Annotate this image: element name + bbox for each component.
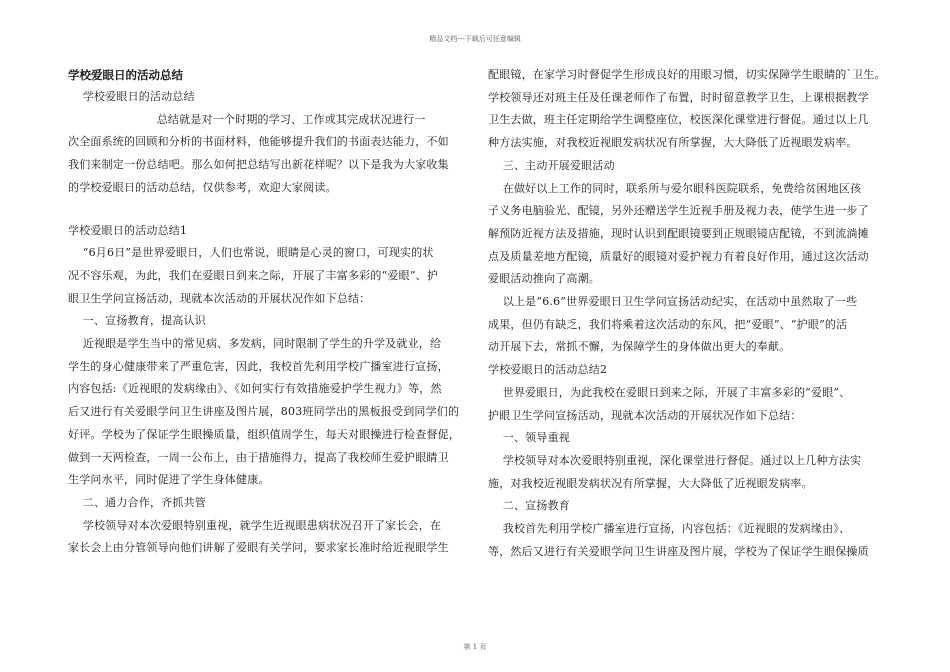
left-body [68, 86, 468, 560]
page-number: 第 1 页 [463, 643, 487, 651]
page-header: 精品文档---下载后可任意编辑 [429, 35, 521, 43]
left-text-line: 一、宣扬教育，提高认识 [68, 314, 206, 328]
document-title: 学校爱眼日的活动总结 [68, 68, 183, 82]
left-text-line: 生学问水平，同时促进了学生身体健康。 [68, 473, 270, 487]
right-body [488, 64, 886, 563]
left-text-line: 次全面系统的回顾和分析的书面材料，他能够提升我们的书面表达能力，不如 [68, 135, 449, 149]
right-text-line: 学校领导对本次爱眼特别重视，深化课堂进行督促。通过以上几种方法实 [488, 453, 862, 467]
right-text-line: 学校领导还对班主任及任课老师作了布置，时时留意教学卫生，上课根据教学 [488, 90, 869, 104]
right-text-line: 世界爱眼日，为此我校在爱眼日到来之际，开展了丰富多彩的“爱眼”、 [488, 385, 851, 399]
right-text-line: 在做好以上工作的同时，联系所与爱尔眼科医院联系，免费给贫困地区孩 [488, 181, 862, 195]
left-text-line: 后又进行有关爱眼学问卫生讲座及图片展，803班同学出的黑板报受到同学们的 [68, 405, 460, 419]
left-text-line: 家长会上由分管领导向他们讲解了爱眼有关学问，要求家长准时给近视眼学生 [68, 541, 449, 555]
left-text-line: 总结就是对一个时期的学习、工作或其完成状况进行一 [68, 112, 426, 126]
right-text-line: 一、领导重视 [488, 431, 570, 445]
left-text-line: 我们来制定一份总结吧。那么如何把总结写出新花样呢？以下是我为大家收集 [68, 158, 449, 172]
left-text-line: 眼卫生学问宣扬活动，现就本次活动的开展状况作如下总结： [68, 291, 371, 305]
right-text-line: 二、宣扬教育 [488, 499, 570, 513]
right-text-line: 施，对我校近视眼发病状况有所掌握，大大降低了近视眼发病率。 [488, 476, 813, 490]
left-text-line: 好评。学校为了保证学生眼操质量，组织值周学生，每天对眼操进行检查督促， [68, 427, 460, 441]
right-text-line: 以上是“6.6”世界爱眼日卫生学问宣扬活动纪实，在活动中虽然取了一些 [488, 295, 858, 309]
left-column [68, 64, 468, 560]
right-text-line: 子义务电脑验光、配镜，另外还赠送学生近视手册及视力表，使学生进一步了 [488, 204, 869, 218]
right-column [488, 64, 886, 563]
right-text-line: 三、主动开展爱眼活动 [488, 158, 615, 172]
right-text-line: 解预防近视方法及措施，现时认识到配眼镜要到正规眼镜店配镜，不到流淌摊 [488, 226, 869, 240]
right-text-line: 护眼卫生学问宣扬活动，现就本次活动的开展状况作如下总结： [488, 408, 802, 422]
right-text-line: 成果，但仍有缺乏，我们将乘着这次活动的东风，把“爱眼”、“护眼”的活 [488, 317, 848, 331]
left-text-line [68, 200, 468, 220]
left-text-line: 内容包括:《近视眼的发病缘由》、《如何实行有效措施爱护学生视力》等，然 [68, 382, 442, 396]
right-text-line: 学校爱眼日的活动总结2 [488, 363, 608, 377]
left-text-line: 近视眼是学生当中的常见病、多发病，同时限制了学生的升学及就业，给 [68, 337, 442, 351]
right-text-line: 卫生去做，班主任定期给学生调整座位，校医深化课堂进行督促。通过以上几 [488, 113, 869, 127]
right-text-line: 种方法实施，对我校近视眼发病状况有所掌握，大大降低了近视眼发病率。 [488, 136, 858, 150]
left-text-line: “6月6日”是世界爱眼日，人们也常说，眼睛是心灵的窗口，可现实的状 [68, 246, 434, 260]
right-text-line: 点及质量差地方配镜，质量好的眼镜对爱护视力有着良好作用，通过这次活动 [488, 249, 869, 263]
left-text-line: 学生的身心健康带来了严重危害，因此，我校首先利用学校广播室进行宣扬， [68, 359, 449, 373]
left-text-line: 的学校爱眼日的活动总结，仅供参考，欢迎大家阅读。 [68, 180, 337, 194]
right-text-line: 动开展下去，常抓不懈，为保障学生的身体做出更大的奉献。 [488, 340, 791, 354]
left-text-line: 做到一天两检查，一周一公布上，由于措施得力，提高了我校师生爱护眼睛卫 [68, 450, 449, 464]
left-text-line: 学校爱眼日的活动总结1 [68, 223, 188, 237]
left-text-line: 学校爱眼日的活动总结 [68, 90, 195, 103]
left-text-line: 况不容乐观，为此，我们在爱眼日到来之际，开展了丰富多彩的“爱眼”、护 [68, 268, 439, 282]
left-text-line: 二、通力合作，齐抓共管 [68, 495, 206, 509]
right-text-line: 爱眼活动推向了高潮。 [488, 272, 600, 286]
left-text-line: 学校领导对本次爱眼特别重视，就学生近视眼患病状况召开了家长会，在 [68, 518, 442, 532]
right-text-line: 等，然后又进行有关爱眼学问卫生讲座及图片展，学校为了保证学生眼保操质 [488, 544, 869, 558]
right-text-line: 配眼镜，在家学习时督促学生形成良好的用眼习惯，切实保障学生眼睛的`卫生。 [488, 68, 886, 81]
right-text-line: 我校首先利用学校广播室进行宣扬，内容包括：《近视眼的发病缘由》、 [488, 522, 851, 536]
